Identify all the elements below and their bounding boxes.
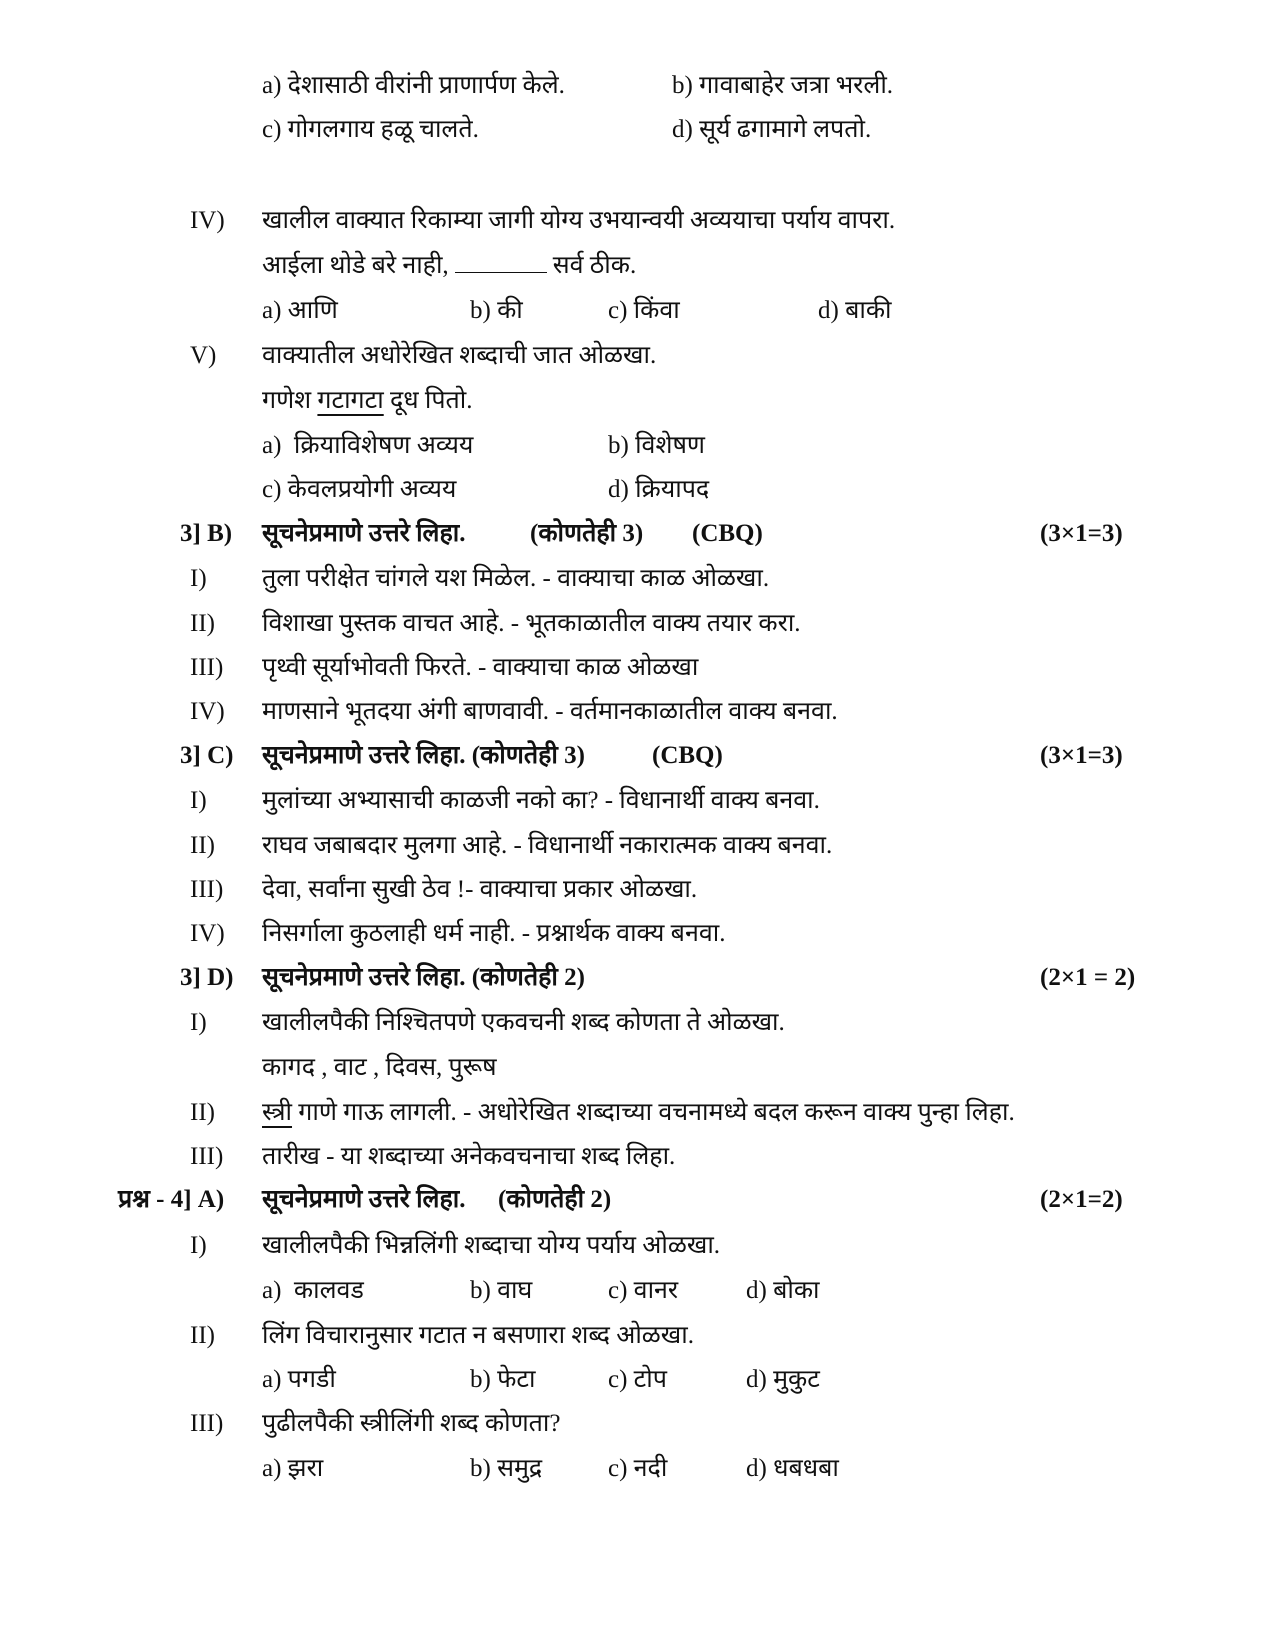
item-text: खालीलपैकी भिन्नलिंगी शब्दाचा योग्य पर्याय ओळखा.	[262, 1232, 721, 1259]
item-number: I)	[190, 1232, 207, 1259]
word-list: कागद , वाट , दिवस, पुरूष	[262, 1054, 497, 1081]
item-text: पृथ्वी सूर्याभोवती फिरते. - वाक्याचा काळ ओळखा	[262, 654, 699, 681]
option-a: a) पगडी	[262, 1366, 336, 1393]
item-number: III)	[190, 654, 224, 681]
item-number: IV)	[190, 698, 225, 725]
question-text: वाक्यातील अधोरेखित शब्दाची जात ओळखा.	[262, 342, 657, 369]
section-tag: (CBQ)	[652, 742, 723, 769]
item-text: मुलांच्या अभ्यासाची काळजी नको का? - विधानार्थी वाक्य बनवा.	[262, 787, 820, 814]
question-text: खालील वाक्यात रिकाम्या जागी योग्य उभयान्वयी अव्ययाचा पर्याय वापरा.	[262, 207, 896, 234]
option-c: c) गोगलगाय हळू चालते.	[262, 116, 479, 143]
item-text: राघव जबाबदार मुलगा आहे. - विधानार्थी नकारात्मक वाक्य बनवा.	[262, 832, 833, 859]
section-tag: (CBQ)	[692, 520, 763, 547]
item-text: तुला परीक्षेत चांगले यश मिळेल. - वाक्याचा काळ ओळखा.	[262, 565, 770, 592]
option-b: b) समुद्र	[470, 1455, 543, 1482]
option-a: a) क्रियाविशेषण अव्यय	[262, 432, 474, 459]
item-number: II)	[190, 1099, 215, 1126]
item-text: खालीलपैकी निश्चितपणे एकवचनी शब्द कोणता ते ओळखा.	[262, 1009, 785, 1036]
option-a: a) आणि	[262, 297, 338, 324]
underlined-word: स्त्री	[262, 1099, 293, 1126]
option-c: c) नदी	[608, 1455, 668, 1482]
option-d: d) क्रियापद	[608, 476, 710, 503]
section-number: 3] C)	[180, 742, 234, 769]
item-text: तारीख - या शब्दाच्या अनेकवचनाचा शब्द लिहा.	[262, 1143, 676, 1170]
example-sentence: गणेश गटागटा दूध पितो.	[262, 387, 473, 414]
item-text: निसर्गाला कुठलाही धर्म नाही. - प्रश्नार्थक वाक्य बनवा.	[262, 920, 726, 947]
option-a: a) देशासाठी वीरांनी प्राणार्पण केले.	[262, 72, 565, 99]
item-number: IV)	[190, 920, 225, 947]
fill-blank-sentence: आईला थोडे बरे नाही, सर्व ठीक.	[262, 252, 637, 279]
option-d: d) सूर्य ढगामागे लपतो.	[672, 116, 872, 143]
section-marks: (3×1=3)	[1040, 742, 1123, 769]
item-number: I)	[190, 1009, 207, 1036]
item-text: विशाखा पुस्तक वाचत आहे. - भूतकाळातील वाक्य तयार करा.	[262, 610, 801, 637]
option-a: a) झरा	[262, 1455, 324, 1482]
item-number: III)	[190, 1143, 224, 1170]
section-title: सूचनेप्रमाणे उत्तरे लिहा. (कोणतेही 2)	[262, 964, 585, 991]
option-c: c) वानर	[608, 1277, 679, 1304]
item-number: III)	[190, 1410, 224, 1437]
option-c: c) टोप	[608, 1366, 667, 1393]
item-text: स्त्री गाणे गाऊ लागली. - अधोरेखित शब्दाच्या वचनामध्ये बदल करून वाक्य पुन्हा लिहा.	[262, 1099, 1015, 1126]
section-title: सूचनेप्रमाणे उत्तरे लिहा. (कोणतेही 3)	[262, 742, 585, 769]
section-title: सूचनेप्रमाणे उत्तरे लिहा.	[262, 520, 466, 547]
section-number: प्रश्न - 4] A)	[118, 1186, 225, 1213]
option-a: a) कालवड	[262, 1277, 364, 1304]
item-text: माणसाने भूतदया अंगी बाणवावी. - वर्तमानकाळातील वाक्य बनवा.	[262, 698, 838, 725]
option-b: b) फेटा	[470, 1366, 536, 1393]
option-d: d) धबधबा	[746, 1455, 839, 1482]
item-text: देवा, सर्वांना सुखी ठेव !- वाक्याचा प्रकार ओळखा.	[262, 876, 698, 903]
item-number: II)	[190, 1322, 215, 1349]
item-number: I)	[190, 787, 207, 814]
option-d: d) मुकुट	[746, 1366, 820, 1393]
question-number: V)	[190, 342, 217, 369]
item-number: III)	[190, 876, 224, 903]
item-number: I)	[190, 565, 207, 592]
option-b: b) विशेषण	[608, 432, 705, 459]
item-number: II)	[190, 832, 215, 859]
question-number: IV)	[190, 207, 225, 234]
underlined-word: गटागटा	[317, 387, 384, 414]
item-text: लिंग विचारानुसार गटात न बसणारा शब्द ओळखा.	[262, 1322, 694, 1349]
section-choice: (कोणतेही 2)	[498, 1186, 612, 1213]
option-b: b) वाघ	[470, 1277, 533, 1304]
option-c: c) केवलप्रयोगी अव्यय	[262, 476, 457, 503]
item-text: पुढीलपैकी स्त्रीलिंगी शब्द कोणता?	[262, 1410, 561, 1437]
section-number: 3] D)	[180, 964, 234, 991]
section-marks: (3×1=3)	[1040, 520, 1123, 547]
item-number: II)	[190, 610, 215, 637]
option-c: c) किंवा	[608, 297, 680, 324]
option-d: d) बोका	[746, 1277, 820, 1304]
section-choice: (कोणतेही 3)	[530, 520, 644, 547]
section-marks: (2×1=2)	[1040, 1186, 1123, 1213]
blank-line	[455, 250, 547, 273]
option-d: d) बाकी	[818, 297, 892, 324]
section-marks: (2×1 = 2)	[1040, 964, 1136, 991]
option-b: b) की	[470, 297, 523, 324]
section-number: 3] B)	[180, 520, 233, 547]
section-title: सूचनेप्रमाणे उत्तरे लिहा.	[262, 1186, 466, 1213]
option-b: b) गावाबाहेर जत्रा भरली.	[672, 72, 894, 99]
